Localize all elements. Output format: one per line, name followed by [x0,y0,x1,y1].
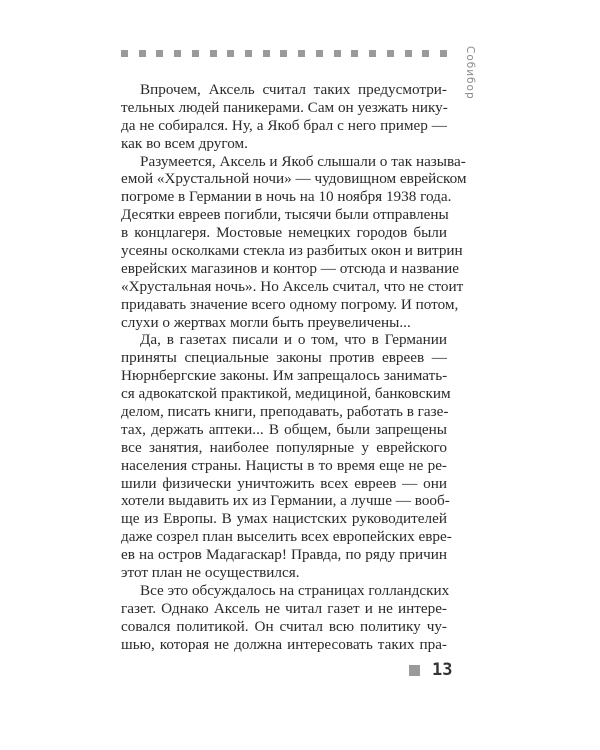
text-line: слухи о жертвах могли быть преувеличены... [121,313,411,331]
text-line: да не собирался. Ну, а Якоб брал с него пример — [121,116,447,134]
rule-square [192,50,199,57]
rule-square [156,50,163,57]
text-line: Да, в газетах писали и о том, что в Германии [140,331,447,349]
text-line: «Хрустальная ночь». Но Аксель считал, что не стоит [121,277,464,295]
rule-square [351,50,358,57]
text-line: даже созрел план выселить всех европейских евре- [121,528,452,546]
text-line: еврейских магазинов и контор — отсюда и название [121,259,460,277]
page-number-square-icon [409,665,420,676]
text-line: ев на остров Мадагаскар! Правда, по ряду причин [121,546,447,564]
text-line: делом, писать книги, преподавать, работать в газе- [121,403,449,421]
rule-square [280,50,287,57]
rule-square [440,50,447,57]
page-number: 13 [432,660,453,680]
text-line: придавать значение всего одному погрому. И потом, [121,295,459,313]
rule-square [121,50,128,57]
rule-square [387,50,394,57]
text-line: ще из Европы. В умах нацистских руководителей [121,510,447,528]
text-line: населения страны. Нацисты в то время еще не ре- [121,456,447,474]
body-text [121,81,467,654]
text-line: в концлагеря. Мостовые немецких городов были [121,224,447,242]
text-line: Впрочем, Аксель считал таких предусмотри- [140,81,447,98]
running-head [462,46,478,106]
rule-square [405,50,412,57]
text-line: все занятия, наиболее популярные у еврейского [121,438,447,456]
rule-square [298,50,305,57]
rule-square [316,50,323,57]
text-line: емой «Хрустальной ночи» — чудовищном еврейском [121,170,467,188]
text-line: Разумеется, Аксель и Якоб слышали о так называ- [140,152,466,170]
text-line: усеяны осколками стекла из разбитых окон и витрин [121,242,463,260]
text-line: приняты специальные законы против евреев — [121,349,447,367]
rule-square [227,50,234,57]
header-dotted-rule [121,50,447,58]
rule-square [245,50,252,57]
rule-square [422,50,429,57]
rule-square [210,50,217,57]
text-line: этот план не осуществился. [121,564,300,582]
rule-square [334,50,341,57]
text-line: шью, которая не должна интересовать таких пра- [121,635,447,653]
text-line: тах, держать аптеки... В общем, были запрещены [121,420,447,438]
text-line: тельных людей паникерами. Сам он уезжать нику- [121,98,448,116]
text-line: шили физически уничтожить всех евреев — они [121,474,447,492]
text-line: как во всем другом. [121,134,248,152]
text-line: совался политикой. Он считал всю политику чу- [121,617,447,635]
text-line: газет. Однако Аксель не читал газет и не интере- [121,599,447,617]
rule-square [369,50,376,57]
text-line: Все это обсуждалось на страницах голландских [140,581,450,599]
rule-square [174,50,181,57]
text-line: Нюрнбергские законы. Им запрещалось занимать- [121,367,448,385]
text-line: ся адвокатской практикой, медициной, банковским [121,385,451,403]
text-line: погроме в Германии в ночь на 10 ноября 1938 года. [121,188,452,206]
text-line: хотели выдавить их из Германии, а лучше — вооб- [121,492,450,510]
rule-square [139,50,146,57]
page-number-block [409,660,452,680]
text-line: Десятки евреев погибли, тысячи были отправлены [121,206,449,224]
running-head-text: Собибор [464,46,476,100]
rule-square [263,50,270,57]
